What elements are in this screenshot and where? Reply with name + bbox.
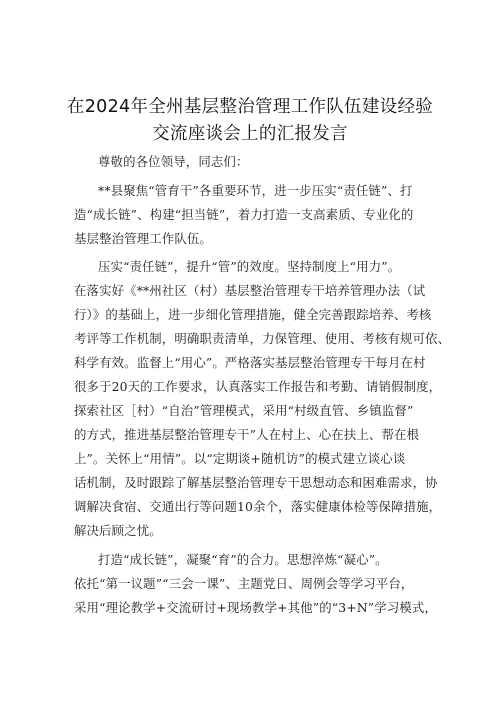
paragraph-line: 话机制，及时跟踪了解基层整治管理专干思想动态和困难需求，协 — [74, 475, 438, 490]
salutation: 尊敬的各位领导，同志们： — [98, 154, 249, 169]
paragraph-line: 的方式，推进基层整治管理专干”人在村上、心在扶上、帮在根 — [74, 427, 420, 442]
paragraph-line: 探索社区［村）“自治”管理模式，采用“村级直管、乡镇监督” — [74, 403, 414, 418]
paragraph-line: 解决后顾之忧。 — [74, 523, 162, 538]
paragraph-line: 压实“责任链”，提升“管”的效度。坚持制度上“用力”。 — [98, 259, 401, 274]
paragraph-line: 依托“第一议题”“三会一课”、主题党日、周例会等学习平台， — [74, 576, 414, 591]
paragraph-line: 调解决食宿、交通出行等问题10余个，落实健康体检等保障措施， — [74, 499, 442, 514]
paragraph-line: 造“成长链”、构建“担当链”，着力打造一支高素质、专业化的 — [74, 207, 414, 222]
paragraph-line: 考评等工作机制，明确职责清单，力保管理、使用、考核有规可依、 — [74, 331, 451, 346]
paragraph-line: 采用“理论教学+交流研讨+现场教学+其他”的“3+N”学习模式， — [74, 600, 437, 615]
paragraph-line: 打造“成长链”，凝聚“育”的合力。思想淬炼“凝心”。 — [98, 552, 388, 567]
paragraph-line: 科学有效。监督上“用心”。严格落实基层整治管理专干每月在村 — [74, 355, 426, 370]
paragraph-line: 上”。关怀上“用情”。以“定期谈+随机访”的模式建立谈心谈 — [74, 451, 406, 466]
paragraph-line: 很多于20天的工作要求，认真落实工作报告和考勤、请销假制度， — [74, 379, 442, 394]
document-title-line-1: 在2024年全州基层整治管理工作队伍建设经验 — [66, 97, 434, 117]
paragraph-line: 在落实好《**州社区（村）基层整治管理专干培养管理办法（试 — [74, 283, 426, 298]
document-title-line-2: 交流座谈会上的汇报发言 — [152, 124, 348, 144]
paragraph-line: **县聚焦“管育干”各重要环节，进一步压实“责任链”、打 — [98, 183, 413, 198]
paragraph-line: 基层整治管理工作队伍。 — [74, 231, 212, 246]
paragraph-line: 行）》的基础上，进一步细化管理措施，健全完善跟踪培养、考核 — [74, 307, 432, 322]
